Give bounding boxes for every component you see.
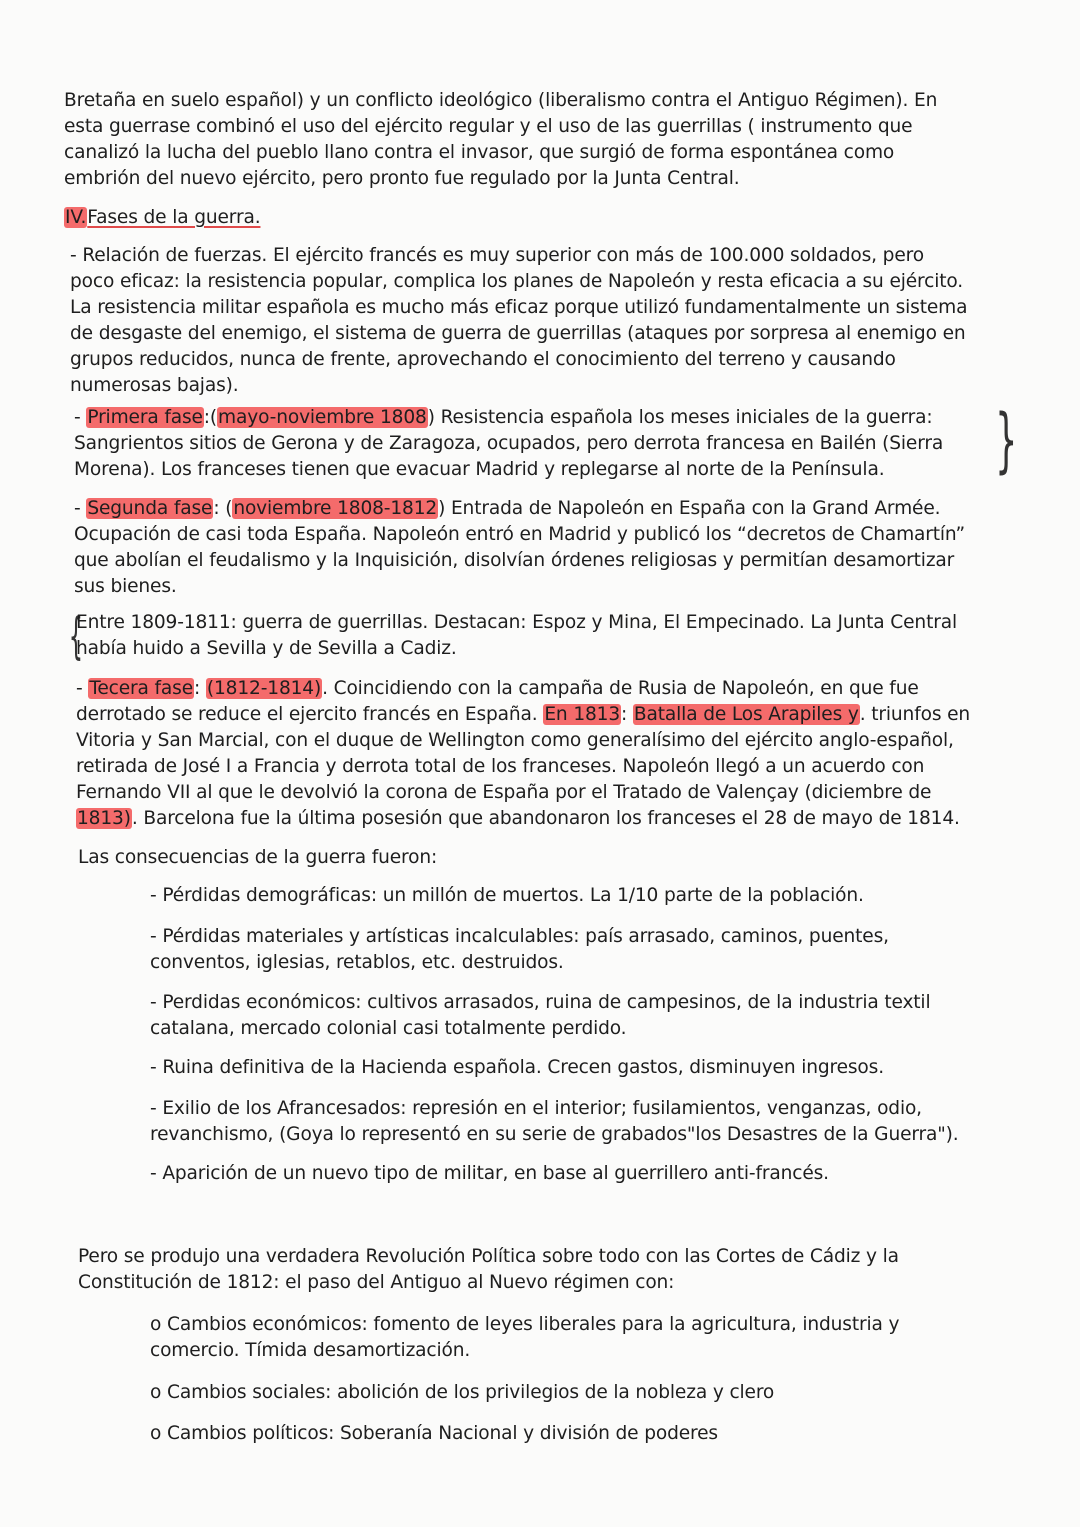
en-1813-highlight: En 1813 — [544, 704, 621, 725]
cambio-item — [150, 1312, 899, 1364]
consecuencia-item — [150, 1161, 829, 1187]
punctuation: : ( — [213, 498, 233, 519]
punctuation: :( — [203, 407, 218, 428]
revolucion-paragraph — [78, 1244, 899, 1296]
segunda-fase-dates: noviembre 1808-1812 — [233, 498, 438, 519]
primera-fase-line-3: Morena). Los franceses tienen que evacuar Madrid y replegarse al norte de la Península. — [74, 459, 885, 480]
primera-fase-dates: mayo-noviembre 1808 — [218, 407, 427, 428]
tercera-fase-line-6 — [76, 806, 970, 832]
primera-fase-label: Primera fase — [87, 407, 203, 428]
primera-fase-paragraph — [74, 405, 943, 483]
consecuencia-item — [150, 883, 864, 909]
intro-line: Bretaña en suelo español) y un conflicto ideológico (liberalismo contra el Antiguo Régimen). En — [64, 90, 938, 111]
cambio-item — [150, 1380, 774, 1406]
tercera-fase-dates: (1812-1814) — [206, 678, 322, 699]
consecuencia-item — [150, 1096, 959, 1148]
section-number: IV. — [65, 207, 87, 228]
punctuation: : — [194, 678, 206, 699]
segunda-fase-paragraph — [74, 496, 965, 600]
guerrillas-line: Entre 1809-1811: guerra de guerrillas. Destacan: Espoz y Mina, El Empecinado. La Junta Central — [76, 612, 957, 633]
dash: - — [74, 498, 87, 519]
consecuencia-line: revanchismo, (Goya lo representó en su serie de grabados"los Desastres de la Guerra"). — [150, 1124, 959, 1145]
consecuencia-line: conventos, iglesias, retablos, etc. destruidos. — [150, 952, 564, 973]
segunda-fase-line-1 — [74, 496, 965, 522]
intro-line: canalizó la lucha del pueblo llano contra el invasor, que surgió de forma espontánea como — [64, 142, 895, 163]
revolucion-line: Constitución de 1812: el paso del Antiguo al Nuevo régimen con: — [78, 1272, 675, 1293]
dash: - — [74, 407, 87, 428]
primera-fase-text: ) Resistencia española los meses iniciales de la guerra: — [427, 407, 933, 428]
punctuation: : — [621, 704, 633, 725]
cambio-line: o Cambios políticos: Soberanía Nacional y división de poderes — [150, 1423, 718, 1444]
tercera-fase-paragraph — [76, 676, 970, 832]
cambio-item — [150, 1421, 718, 1447]
tercera-text: . Barcelona fue la última posesión que abandonaron los franceses el 28 de mayo de 1814. — [131, 808, 960, 829]
segunda-fase-line-2: Ocupación de casi toda España. Napoleón entró en Madrid y publicó los “decretos de Chamartín” — [74, 524, 966, 545]
section-heading — [64, 205, 260, 231]
intro-paragraph — [64, 88, 937, 192]
fuerzas-line: numerosas bajas). — [70, 375, 239, 396]
section-title: Fases de la guerra. — [87, 207, 261, 228]
revolucion-line: Pero se produjo una verdadera Revolución Política sobre todo con las Cortes de Cádiz y la — [78, 1246, 899, 1267]
cambio-line: o Cambios económicos: fomento de leyes liberales para la agricultura, industria y — [150, 1314, 900, 1335]
consecuencias-intro: Las consecuencias de la guerra fueron: — [78, 847, 438, 868]
fuerzas-line: poco eficaz: la resistencia popular, complica los planes de Napoleón y resta eficacia a su ejército. — [70, 271, 964, 292]
tercera-fase-line-2 — [76, 702, 970, 728]
primera-fase-line-1 — [74, 405, 943, 431]
fuerzas-line: grupos reducidos, nunca de frente, aprovechando el conocimiento del terreno y causando — [70, 349, 896, 370]
consecuencia-line: - Aparición de un nuevo tipo de militar, en base al guerrillero anti-francés. — [150, 1163, 829, 1184]
consecuencia-line: catalana, mercado colonial casi totalmente perdido. — [150, 1018, 627, 1039]
consecuencia-line: - Exilio de los Afrancesados: represión en el interior; fusilamientos, venganzas, odio, — [150, 1098, 922, 1119]
consecuencia-item — [150, 924, 889, 976]
left-brace-mark: { — [68, 607, 84, 665]
consecuencia-line: - Ruina definitiva de la Hacienda española. Crecen gastos, disminuyen ingresos. — [150, 1057, 884, 1078]
intro-line: embrión del nuevo ejército, pero pronto fue regulado por la Junta Central. — [64, 168, 740, 189]
segunda-fase-line-3: que abolían el feudalismo y la Inquisición, disolvían órdenes religiosas y permitían desamortizar — [74, 550, 955, 571]
guerrillas-line: había huido a Sevilla y de Sevilla a Cadiz. — [76, 638, 457, 659]
arapiles-highlight: Batalla de Los Arapiles y — [633, 704, 859, 725]
dash: - — [76, 678, 89, 699]
segunda-fase-text: ) Entrada de Napoleón en España con la Grand Armée. — [438, 498, 941, 519]
fuerzas-line: La resistencia militar española es mucho más eficaz porque utilizó fundamentalmente un sistema — [70, 297, 968, 318]
1813-highlight: 1813) — [77, 808, 131, 829]
tercera-fase-label: Tecera fase — [89, 678, 193, 699]
primera-fase-line-2: Sangrientos sitios de Gerona y de Zaragoza, ocupados, pero derrota francesa en Bailén (Sierra — [74, 433, 944, 454]
fuerzas-line: de desgaste del enemigo, el sistema de guerra de guerrillas (ataques por sorpresa al enemigo en — [70, 323, 966, 344]
tercera-fase-text: . Coincidiendo con la campaña de Rusia de Napoleón, en que fue — [322, 678, 919, 699]
segunda-fase-label: Segunda fase — [87, 498, 213, 519]
right-brace-mark: } — [995, 399, 1018, 481]
segunda-fase-line-4: sus bienes. — [74, 576, 177, 597]
tercera-fase-line-3: Vitoria y San Marcial, con el duque de Wellington como generalísimo del ejército anglo-español, — [76, 730, 954, 751]
fuerzas-line: - Relación de fuerzas. El ejército francés es muy superior con más de 100.000 soldados, pero — [70, 245, 924, 266]
tercera-fase-line-1 — [76, 676, 970, 702]
consecuencia-line: - Pérdidas materiales y artísticas incalculables: país arrasado, caminos, puentes, — [150, 926, 889, 947]
cambio-line: comercio. Tímida desamortización. — [150, 1340, 471, 1361]
fuerzas-paragraph — [70, 243, 967, 399]
consecuencia-item — [150, 1055, 884, 1081]
consecuencia-item — [150, 990, 930, 1042]
guerrillas-paragraph — [76, 610, 957, 662]
cambio-line: o Cambios sociales: abolición de los privilegios de la nobleza y clero — [150, 1382, 775, 1403]
tercera-fase-line-5: Fernando VII al que le devolvió la corona de España por el Tratado de Valençay (diciembre de — [76, 782, 932, 803]
consecuencia-line: - Pérdidas demográficas: un millón de muertos. La 1/10 parte de la población. — [150, 885, 864, 906]
tercera-text: . triunfos en — [859, 704, 971, 725]
tercera-text: derrotado se reduce el ejercito francés en España. — [76, 704, 544, 725]
intro-line: esta guerrase combinó el uso del ejército regular y el uso de las guerrillas ( instrumento que — [64, 116, 913, 137]
consecuencia-line: - Perdidas económicos: cultivos arrasados, ruina de campesinos, de la industria textil — [150, 992, 931, 1013]
tercera-fase-line-4: retirada de José I a Francia y derrota total de los franceses. Napoleón llegó a un acuerdo con — [76, 756, 925, 777]
